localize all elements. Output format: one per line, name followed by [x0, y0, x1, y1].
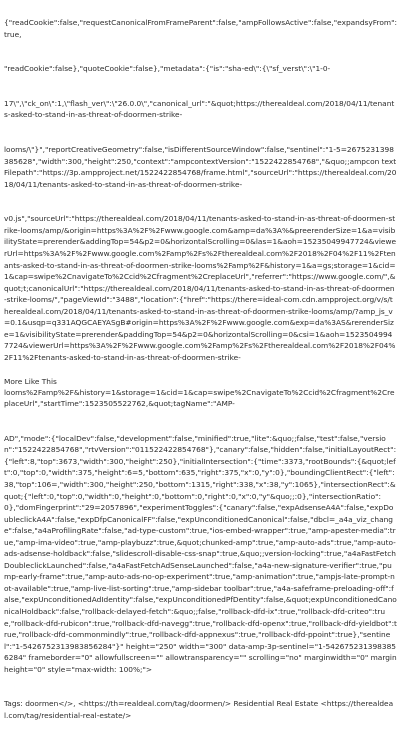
raw-text-line: {"readCookie":false,"requestCanonicalFromFrameParent":false,"ampFollowsActive":false,"expandsyFrom":true, [4, 18, 397, 39]
raw-text-line: "readCookie":false},"quoteCookie":false},"metadata":{"is":"sha-ed\":{\"sf_verst\":\"1-0- [4, 64, 331, 74]
raw-text-line: 17\",\"ck_on\":1,\"flash_ver\":\"26.0.0\","canonical_url":"&quot;https://therealdeal.com/2018/04/11/tenants-asked-to-stand-in-as-threat-of-doormen-strike- [4, 98, 395, 120]
raw-text-line: looms/\"}","reportCreativeGeometry":false,"isDifferentSourceWindow":false,"sentinel":"1-5=2675231398385628","width":300,"height":250,"context":"ampcontextVersion":"1522422854768","&quo;;ampcon textFilepath":"https://3p.ampproject.net/1522422854768/frame.html","sourceUrl":"https://therealdeal.com/2018/04/11/tenants-asked-to-stand-in-as-threat-of-doormen-strike- [4, 145, 397, 189]
raw-text-line: looms%2Famp%2F&history=1&storage=1&cid=1&cap=swipe%2CnavigateTo%2Ccid%2Cfragment%2CreplaceUrl","startTime":1523505522762,&quot;tagName":"AMP- [4, 387, 395, 409]
more-like-this-heading: More Like This [4, 377, 57, 386]
raw-markup-text [4, 0, 397, 745]
raw-text-line: v0.js","sourceUrl":"https://therealdeal.com/2018/04/11/tenants-asked-to-stand-in-as-threat-of-doormen-strike-looms/amp/&origin=https%3A%2F%2Fwww.google.com&amp=da%3A%&preerenderSize=1&a=visibilityState=prerender&addingTop=54&p2=0&horizontalScrolling=0&las=1&aoh=15235049947724&viewerUrl=https%3A%2F%2Fwww.google.com%2Famp%2Fs%2Ftherealdeal.com%2F2018%2F04%2F11%2Ftenants-asked-to-stand-in-as-threat-of-doormen-strike-looms%2Famp%2F&history=1&a=gs;storage=1&cid=1&cap=swipe%2CnavigateTo%2Ccid%2Cfragment%2CreplaceUrl","referrer":"https://www.google.com/",&quot;t;canonicalUrl":"https://therealdeal.com/2018/04/11/tenants-asked-to-stand-in-as-threat-of-doormen-strike-looms/","pageViewId":"3488","location":{"href":"https://there=ideal-com.cdn.ampproject.org/v/s/therealdeal.com/2018/04/11/tenants-asked-to-stand-in-as-threat-of-doormen-strike-looms/amp/?amp_js_v=0.1&usqp=q331AQGCAEYASgB#origin=https%3A%2F%2Fwww.google.com&exp=da%3AS&rerenderSize=1&visibilityState=prerender&paddingTop=54&p2=0&horizontalScrolling=0&csi=1&aoh=15235049947724&viewerUrl=https%3A%2F%2Fwww.google.com%2Famp%2Fs%2Ftherealdeal.com%2F2018%2F04%2F11%2Ftenants-asked-to-stand-in-as-threat-of-doormen-strike- [4, 214, 397, 362]
tags-line[interactable]: Tags: doormen</>, <https://th=realdeal.com/tag/doormen/> Residential Real Estate <https://therealdeal.com/tag/residential-real-estate/> [4, 699, 394, 720]
raw-text-line: AD","mode":{"localDev":false,"development":false,"minified":true,"lite":&quo;;false,"test":false,"version":"1522422854768","rtvVersion":"011522422854768"},"canary":false,"hidden":false,"initialLayoutRect":{"left":8,"top":3673,"width":300,"height":250},"initialIntersection":{"time":3373,"rootBounds":{&quot;left":0,"top":0,"width":375,"height":6=5,"bottom":635,"right":375,"x":0,"y":0},"boundingClientRect":{"left":38,"top":106=,"width":300,"height":250,"bottom":1315,"right":338,"x":38,"y":1065},"intersectionRect":&quot;{"left":0,"top":0,"width":0,"height":0,"bottom":0,"right":0,"x":0,"y"&quo;;:0},"intersectionRatio":0},"domFingerprint":"29=2057896","experimentToggles":{"canary":false,"expAdsenseA4A":false,"expDoubleclickA4A":false,"expDfpCanonicalFF":false,"expUnconditionedCanonical":false,"dbcl=_a4a_viz_change":false,"a4aProfilingRate":false,"ad-type-custom":true,"ios-embed-wrapper":true,"amp-apester-media":true,"amp-ima-video":true,"amp-playbuzz":true,&quot;chunked-amp":true,"amp-auto-ads":true,"amp-auto-ads-adsense-holdback":false,"slidescroll-disable-css-snap":true,&quo;;version-locking":true,"a4aFastFetchDoubleclickLaunched":false,"a4aFastFetchAdSenseLaunched":false,"a4a-new-signature-verifier":true,"pump-early-frame":true,"amp-auto-ads-no-op-experiment":true,"amp-animation":true,"ampjs-late-prompt-not-available":true,"amp-live-list-sorting":true,"amp-sidebar toolbar":true,"a4a-safeframe-preloading-off":false,"expUnconditionedAdIdentity":false,"expUnconditionedPfDentity":false,&quot;expUnconditionedCanonicalHoldback":false,"rollback-delayed-fetch":&quo;;false,"rollback-dfd-ix":true,"rollback-dfd-criteo":true,"rollback-dfd-rubicon":true,"rollback-dfd-navegg":true,"rollback-dfd-openx":true,"rollback-dfd-yieldbot":true,"rollback-dfd-commonmindly":true,"rollback-dfd-appnexus":true,"rollback-dfd-ppoint":true},"sentinel":"1-5426752313983856284"}" height="250" width="300" data-amp-3p-sentinel="1-5426752313983856284" frameborder="0" allowfullscreen="" allowtransparency="" scrolling="no" marginwidth="0" marginheight="0" style="max-width: 100%;"> [4, 433, 397, 674]
